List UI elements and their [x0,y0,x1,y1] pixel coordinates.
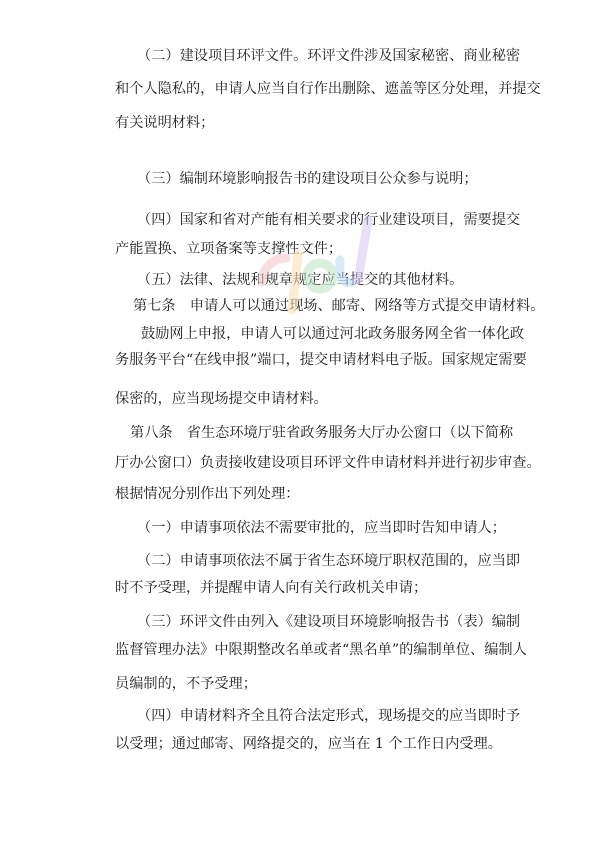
paragraph-line: （三）编制环境影响报告书的建设项目公众参与说明； [137,171,478,187]
paragraph-line: 根据情况分别作出下列处理： [115,486,300,502]
watermark-stroke [292,254,298,310]
paragraph-line: （二）申请事项依法不属于省生态环境厅职权范围的，应当即 [137,553,521,569]
watermark-stroke [307,263,333,289]
paragraph-line: （四）国家和省对产能有相关要求的行业建设项目，需要提交 [137,212,521,228]
paragraph-line: 务服务平台“在线申报”端口，提交申请材料电子版。国家规定需要 [115,352,527,368]
paragraph-line: （三）环评文件由列入《建设项目环境影响报告书（表）编制 [137,614,521,630]
paragraph-line: 以受理；通过邮寄、网络提交的，应当在 1 个工作日内受理。 [115,736,502,752]
paragraph-line: 产能置换、立项备案等支撑性文件； [115,241,343,257]
paragraph-line: 保密的，应当现场提交申请材料。 [115,391,328,407]
watermark-stroke [262,258,286,282]
paragraph-line: （五）法律、法规和规章规定应当提交的其他材料。 [137,272,464,288]
paragraph-line: （四）申请材料齐全且符合法定形式，现场提交的应当即时予 [137,708,521,724]
paragraph-line: 和个人隐私的，申请人应当自行作出删除、遮盖等区分处理，并提交 [115,81,541,97]
paragraph-line: 厅办公窗口）负责接收建设项目环评文件申请材料并进行初步审查。 [115,455,541,471]
paragraph-line: 鼓励网上申报，申请人可以通过河北政务服务网全省一体化政 [141,326,525,342]
watermark-stroke [358,220,368,280]
paragraph-line: （二）建设项目环评文件。环评文件涉及国家秘密、商业秘密 [137,48,521,64]
watermark-stroke [340,260,352,283]
article-seven-line: 第七条 申请人可以通过现场、邮寄、网络等方式提交申请材料。 [133,298,545,314]
article-eight-line: 第八条 省生态环境厅驻省政务服务大厅办公窗口（以下简称 [130,425,514,441]
cloud-watermark-logo [240,190,390,340]
paragraph-line: 有关说明材料； [115,115,215,131]
paragraph-line: 监督管理办法》中限期整改名单或者“黑名单”的编制单位、编制人 [115,642,527,658]
paragraph-line: 时不予受理，并提醒申请人向有关行政机关申请； [115,580,428,596]
paragraph-line: 员编制的，不予受理； [115,676,257,692]
paragraph-line: （一）申请事项依法不需要审批的，应当即时告知申请人； [137,520,506,536]
